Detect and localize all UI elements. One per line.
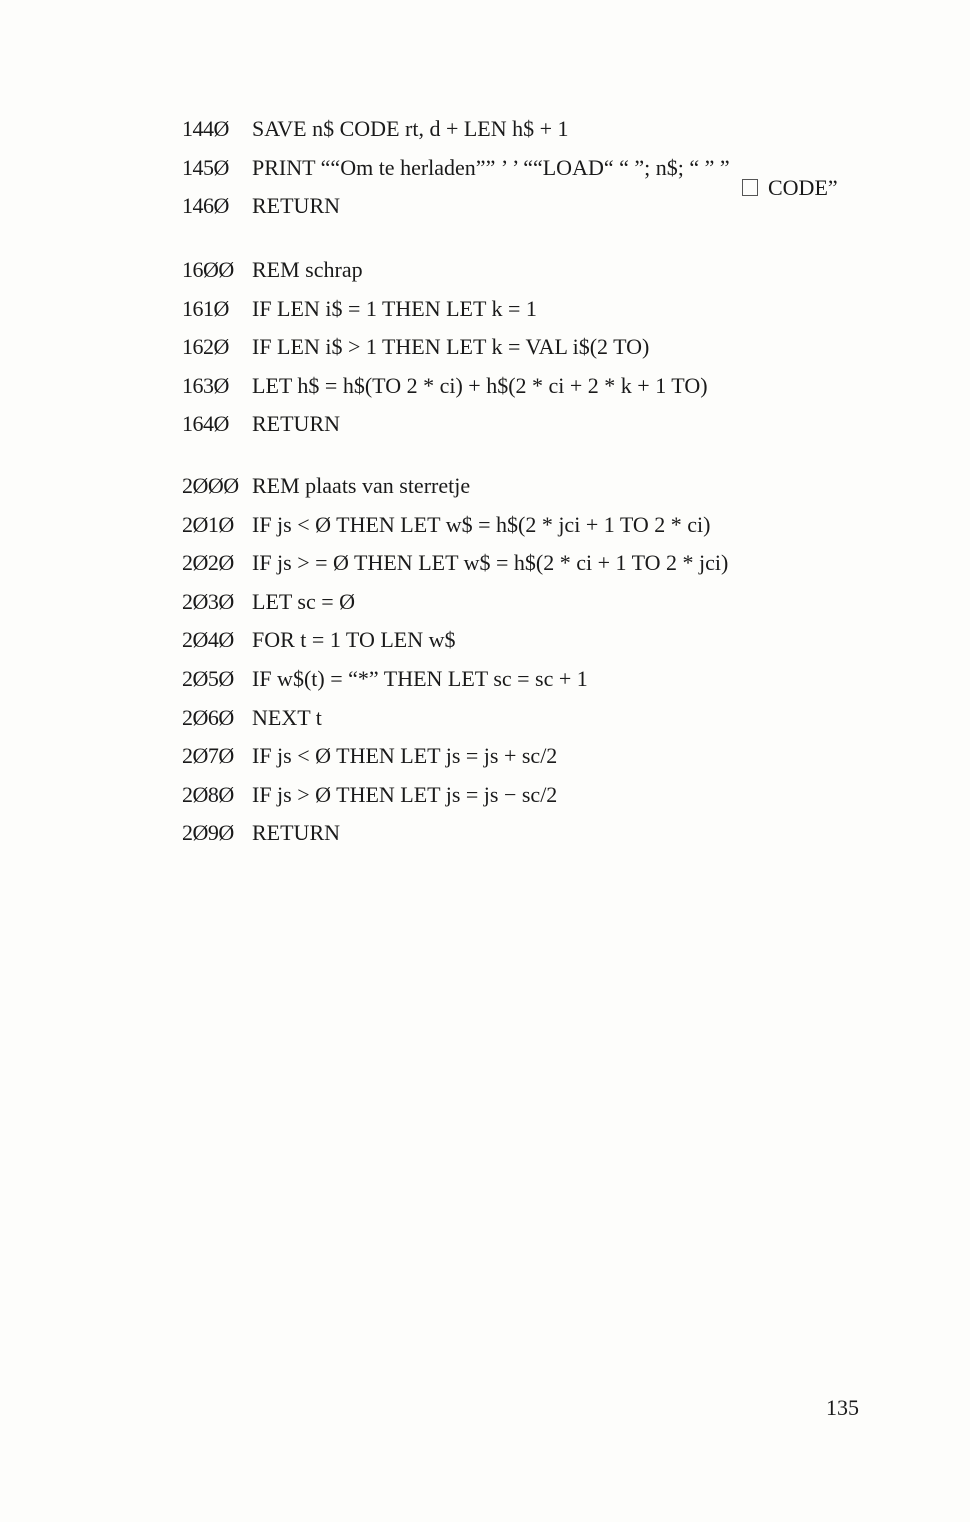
code-text: RETURN [252,820,340,846]
code-line [182,621,728,660]
code-line [182,290,708,329]
line-number: 2ØØØ [182,473,239,498]
line-number: 164Ø [182,411,229,437]
code-text: IF js < Ø THEN LET w$ = h$(2 * jci + 1 TO 2 * ci) [252,511,711,537]
code-line [182,737,728,776]
line-number: 2Ø4Ø [182,627,234,653]
line-number: 2Ø5Ø [182,665,234,691]
code-line [182,506,728,545]
line-number: 2Ø2Ø [182,550,234,576]
graphics-block-icon [742,179,758,196]
code-block-sterretje [182,467,728,853]
code-line [182,660,728,699]
code-text: FOR t = 1 TO LEN w$ [252,627,456,653]
line-continuation [742,173,838,203]
line-number: 163Ø [182,372,229,398]
continuation-text: CODE” [768,175,838,200]
code-text: SAVE n$ CODE rt, d + LEN h$ + 1 [252,116,569,141]
line-number: 145Ø [182,154,229,180]
code-line [182,149,730,188]
code-line [182,187,730,226]
line-number: 2Ø6Ø [182,704,234,730]
line-number: 161Ø [182,295,229,321]
page-number: 135 [826,1395,859,1420]
line-number: 16ØØ [182,257,234,282]
code-text: IF LEN i$ = 1 THEN LET k = 1 [252,295,537,321]
code-text: IF LEN i$ > 1 THEN LET k = VAL i$(2 TO) [252,334,650,360]
code-line [182,251,708,290]
code-text: RETURN [252,193,340,219]
code-text: REM schrap [252,257,363,282]
code-text: IF w$(t) = “*” THEN LET sc = sc + 1 [252,665,588,691]
code-text: LET sc = Ø [252,588,356,614]
code-line [182,110,730,149]
code-line [182,583,728,622]
line-number: 2Ø8Ø [182,781,234,807]
code-line [182,405,708,444]
line-number: 2Ø1Ø [182,511,234,537]
code-text: RETURN [252,411,340,437]
line-number: 2Ø7Ø [182,743,234,769]
code-line [182,367,708,406]
code-line [182,544,728,583]
line-number: 162Ø [182,334,229,360]
code-text: LET h$ = h$(TO 2 * ci) + h$(2 * ci + 2 * k + 1 TO) [252,372,708,398]
code-text: IF js > = Ø THEN LET w$ = h$(2 * ci + 1 TO 2 * jci) [252,550,729,576]
code-block-save [182,110,730,226]
line-number: 144Ø [182,116,229,141]
code-text: PRINT ““Om te herladen”” ’ ’ ““LOAD“ “ ”; n$; “ ” ” [252,154,730,180]
code-text: NEXT t [252,704,322,730]
code-line [182,699,728,738]
line-number: 2Ø3Ø [182,588,234,614]
code-text: REM plaats van sterretje [252,473,471,498]
code-line [182,467,728,506]
code-text: IF js < Ø THEN LET js = js + sc/2 [252,743,558,769]
line-number: 146Ø [182,193,229,219]
code-line [182,328,708,367]
code-block-schrap [182,251,708,444]
code-line [182,814,728,853]
code-line [182,776,728,815]
code-text: IF js > Ø THEN LET js = js − sc/2 [252,781,558,807]
line-number: 2Ø9Ø [182,820,234,846]
